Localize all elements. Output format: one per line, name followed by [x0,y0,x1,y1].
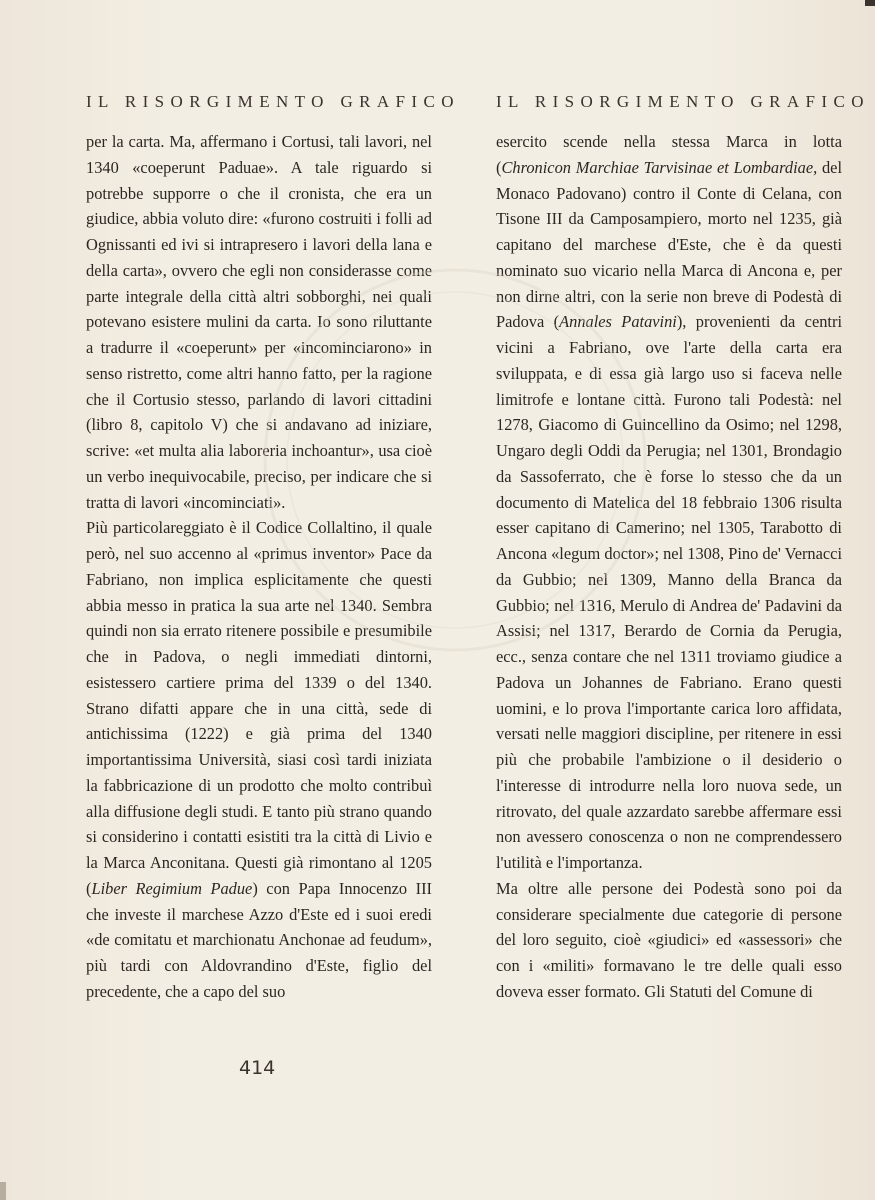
right-paragraph-2: Ma oltre alle persone dei Podestà sono poi da considerare specialmente due categorie di persone del loro seguito, cioè «giudici» ed «assessori» che con i «militi» formavano le tre delle quali esso doveva esser formato. Gli Statuti del Comune di [496,878,842,1001]
running-head-right: IL RISORGIMENTO GRAFICO [496,92,870,111]
left-paragraph-2-text: Più particolareggiato è il Codice Collaltino, il quale però, nel suo accenno al «primus inventor» Pace da Fabriano, non implica esplicitamente che questi abbia messo in pratica la sua arte nel 1340. Sembra quindi non sia errato ritenere possibile e presumibile che in Padova, o negli immediati dintorni, esistessero cartiere prima del 1339 o del 1340. Strano difatti appare che in una città, sede di antichissima (1222) e già prima del 1340 importantissima Università, siasi così tardi iniziata la fabbricazione di un prodotto che molto contribuì alla diffusione degli studi. E tanto più strano quando si considerino i contatti esistiti tra la città di Livio e la Marca Anconitana. Questi già rimontano al 1205 ( [86,518,432,898]
page-number: 414 [239,1057,276,1079]
right-paragraph-1-italic-2: Annales Patavini [559,312,677,332]
left-paragraph-2 [86,515,432,1004]
left-paragraph-2-italic: Liber Regimium Padue [91,878,253,898]
left-paragraph-2-tail: ) con Papa Innocenzo III che investe il marchese Azzo d'Este ed i suoi eredi «de comitatu et marchionatu Anchonae ad feudum», più tardi con Aldovrandino d'Este, figlio del precedente, che a capo del suo [86,878,432,1001]
left-paragraph-1: per la carta. Ma, affermano i Cortusi, tali lavori, nel 1340 «coeperunt Paduae». A tale riguardo si potrebbe supporre o che il cronista, che era un giudice, abbia voluto dire: «furono costruiti i folli ad Ognissanti ed ivi si intrapresero i lavori della lana e della carta», ovvero che egli non considerasse come parte integrale della città altri sobborghi, nei quali potevano esistere mulini da carta. Io sono riluttante a tradurre il «coeperunt» per «incominciarono» in senso ristretto, come altri hanno fatto, per la ragione che il Cortusio stesso, parlando di lavori cittadini (libro 8, capitolo V) che si andavano ad iniziare, scrive: «et multa alia laboreria inchoantur», usa cioè un verbo inequivocabile, preciso, per indicare che si tratta di lavori «incominciati». [86,132,432,512]
right-paragraph-1-c: ), provenienti da centri vicini a Fabriano, ove l'arte della carta era sviluppata, e di essa già largo uso si faceva nelle limitrofe e lontane città. Furono tali Podestà: nel 1278, Giacomo di Guincellino da Osimo; nel 1298, Ungaro degli Oddi da Perugia; nel 1301, Brondagio da Sassoferrato, che è forse lo stesso che da un documento di Matelica del 18 febbraio 1306 risulta esser capitano di Camerino; nel 1305, Tarabotto di Ancona «legum doctor»; nel 1308, Pino de' Vernacci da Gubbio; nel 1309, Manno della Branca da Gubbio; nel 1316, Merulo di Andrea de' Padavini da Assisi; nel 1317, Berardo de Cornia da Perugia, ecc., senza contare che nel 1311 troviamo giudice a Padova un Johannes de Fabriano. Erano questi uomini, e lo prova l'importante carica loro affidata, versati nelle maggiori discipline, per ritenere in essi più che probabile l'ambizione o il desiderio o l'interesse di introdurre nella loro nuova sede, un ritrovato, del quale azzardato sarebbe affermare essi non avessero conoscenza o non ne comprendessero l'utilità e l'importanza. [496,312,842,872]
corner-mark [865,0,875,6]
page-edge-shadow [0,1182,6,1200]
right-paragraph-1-italic-1: Chronicon Marchiae Tarvisinae et Lombardiae, [501,157,818,177]
left-text-column [86,129,432,1005]
running-head-left: IL RISORGIMENTO GRAFICO [86,92,460,111]
right-text-column [496,129,842,1005]
right-paragraph-1-a: esercito scende nella stessa Marca in lotta ( [496,132,842,177]
right-paragraph-1-b: del Monaco Padovano) contro il Conte di Celana, con Tisone III da Camposampiero, morto nel 1235, già capitano del marchese d'Este, che è da questi nominato suo vicario nella Marca di Ancona e, per non dirne altri, con la serie non breve di Podestà di Padova ( [496,157,843,332]
right-paragraph-1 [496,129,842,876]
